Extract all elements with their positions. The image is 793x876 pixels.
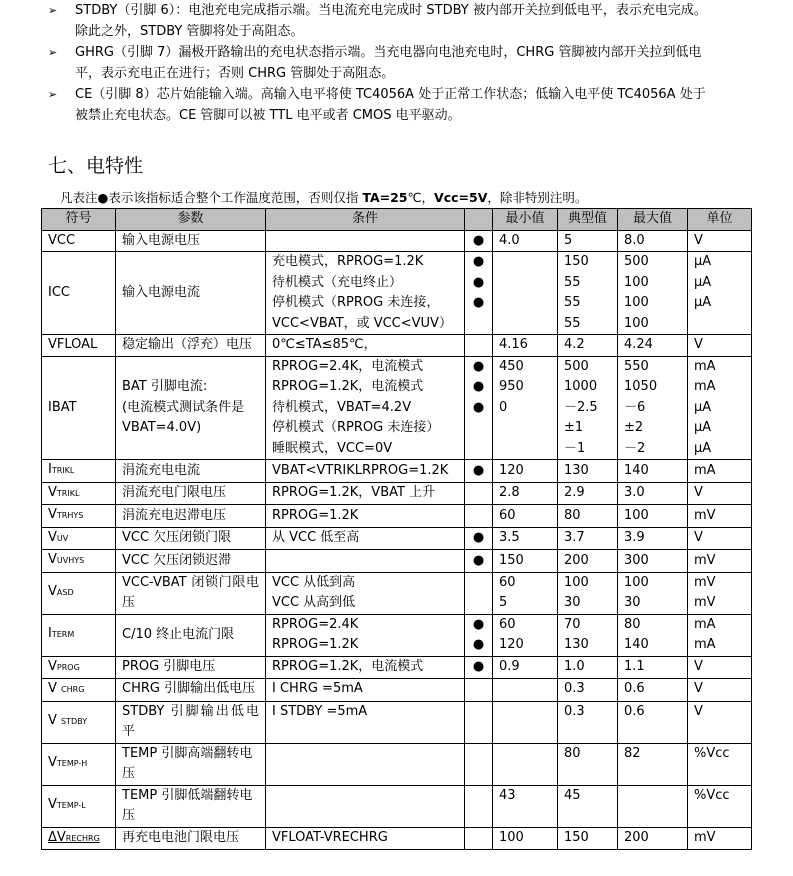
cell-unit: V — [688, 679, 752, 702]
cell-parameter: VCC-VBAT 闭锁门限电压 — [116, 572, 266, 614]
unit-line — [694, 314, 745, 335]
table-row — [42, 482, 752, 505]
cell-max: 200 — [618, 827, 688, 850]
cell-symbol — [42, 505, 116, 528]
unit-line: mA — [694, 379, 716, 394]
symbol-sub: CHRG — [61, 685, 85, 694]
cell-parameter — [116, 356, 266, 460]
table-row — [42, 460, 752, 483]
unit-line: mV — [694, 574, 716, 590]
bullet-stdby — [48, 0, 753, 42]
cell-dot — [465, 572, 493, 614]
min-line: 950 — [499, 379, 524, 394]
cell-max — [618, 614, 688, 656]
cell-unit: V — [688, 230, 752, 252]
table-row — [42, 656, 752, 679]
cell-dot — [465, 356, 493, 460]
unit-line: μA — [694, 420, 712, 435]
cell-min: 2.8 — [493, 482, 558, 505]
max-line: 500 — [624, 254, 649, 269]
header-condition: 条件 — [266, 209, 465, 231]
cell-min: 43 — [493, 785, 558, 827]
typ-line: 55 — [564, 274, 581, 290]
cell-symbol — [42, 460, 116, 483]
min-line: 60 — [499, 616, 516, 632]
cell-max: 1.1 — [618, 656, 688, 679]
max-line: 30 — [624, 595, 641, 610]
cell-min — [493, 743, 558, 785]
cell-parameter: TEMP 引脚低端翻转电压 — [116, 785, 266, 827]
cell-dot — [465, 505, 493, 528]
note-suffix: ，除非特别注明。 — [487, 190, 588, 205]
cell-symbol — [42, 679, 116, 702]
table-row — [42, 572, 752, 614]
cell-parameter: CHRG 引脚输出低电压 — [116, 679, 266, 702]
cell-min: 60 — [493, 505, 558, 528]
unit-line: μA — [694, 295, 712, 310]
cell-max: 0.6 — [618, 679, 688, 702]
pin-description-list — [48, 0, 753, 126]
symbol-sub: UVHYS — [56, 556, 85, 565]
cell-symbol — [42, 572, 116, 614]
dot-line: ● — [472, 274, 485, 290]
dot-line: ● — [472, 379, 485, 394]
table-row — [42, 701, 752, 743]
unit-line: mA — [694, 637, 716, 652]
symbol-sub: TRIKL — [51, 466, 75, 475]
cell-dot: ● — [465, 550, 493, 573]
header-typ: 典型值 — [558, 209, 618, 231]
cell-parameter: 稳定输出（浮充）电压 — [116, 335, 266, 357]
cell-parameter: 涓流充电迟滞电压 — [116, 505, 266, 528]
cell-min — [493, 572, 558, 614]
typ-line: －2.5 — [564, 399, 598, 415]
arrow-bullet-icon: ➢ — [48, 46, 58, 59]
symbol-sub: RECHRG — [65, 833, 100, 843]
cell-symbol: VCC — [42, 230, 116, 252]
cell-condition — [266, 785, 465, 827]
cell-min — [493, 679, 558, 702]
symbol-main: I — [48, 462, 52, 477]
table-row — [42, 505, 752, 528]
typ-line: 130 — [564, 637, 589, 652]
max-line: －6 — [624, 399, 646, 415]
bullet-text: CE（引脚 8）芯片始能输入端。高输入电平将使 TC4056A 处于正常工作状态；低输入电平使 TC4056A 处于 — [75, 87, 706, 102]
dot-line: ● — [472, 254, 485, 269]
cell-min: 0.9 — [493, 656, 558, 679]
bullet-ce — [48, 84, 753, 126]
cell-max — [618, 356, 688, 460]
table-row — [42, 335, 752, 357]
cell-condition: RPROG=1.2K，VBAT 上升 — [266, 482, 465, 505]
cell-max: 300 — [618, 550, 688, 573]
cell-dot — [465, 252, 493, 335]
cell-parameter: 涓流充电电流 — [116, 460, 266, 483]
max-line: 80 — [624, 616, 641, 632]
cell-unit: V — [688, 335, 752, 357]
typ-line: 55 — [564, 315, 581, 331]
cell-condition: I CHRG =5mA — [266, 679, 465, 702]
condition-line: RPROG=2.4K，电流模式 — [272, 358, 424, 374]
cell-parameter: TEMP 引脚高端翻转电压 — [116, 743, 266, 785]
cell-unit: mV — [688, 550, 752, 573]
table-row — [42, 827, 752, 850]
cell-condition: RPROG=1.2K — [266, 505, 465, 528]
min-line: 60 — [499, 574, 516, 590]
cell-symbol: VFLOAL — [42, 335, 116, 357]
table-header-row — [42, 209, 752, 231]
cell-unit — [688, 572, 752, 614]
bullet-text: STDBY（引脚 6）：电池充电完成指示端。当电流充电完成时 STDBY 被内部开关拉到低电平，表示充电完成。 — [75, 3, 707, 18]
cell-symbol — [42, 656, 116, 679]
cell-typ — [558, 572, 618, 614]
min-line — [499, 418, 551, 439]
dot-line — [465, 418, 492, 439]
symbol-main: V — [48, 797, 57, 813]
cell-min: 4.16 — [493, 335, 558, 357]
cell-parameter: 输入电源电压 — [116, 230, 266, 252]
symbol-main: V — [48, 529, 57, 545]
max-line: 550 — [624, 358, 649, 374]
cell-unit — [688, 614, 752, 656]
unit-line: mA — [694, 616, 716, 632]
cell-max: 0.6 — [618, 701, 688, 743]
cell-symbol: IBAT — [42, 356, 116, 460]
unit-line: μA — [694, 254, 712, 269]
dot-line: ● — [472, 616, 485, 632]
cell-max — [618, 785, 688, 827]
max-line: 100 — [624, 315, 649, 331]
symbol-main: V — [48, 755, 57, 771]
cell-max: 8.0 — [618, 230, 688, 252]
cell-condition: 0℃≤TA≤85℃， — [266, 335, 465, 357]
cell-max: 3.0 — [618, 482, 688, 505]
condition-line: RPROG=1.2K — [272, 637, 359, 652]
cell-condition — [266, 743, 465, 785]
cell-unit: mA — [688, 460, 752, 483]
symbol-main: V — [48, 507, 57, 522]
max-line: －2 — [624, 440, 646, 456]
condition-line: VCC<VBAT，或 VCC<VUV） — [272, 315, 452, 331]
table-row — [42, 614, 752, 656]
cell-typ: 5 — [558, 230, 618, 252]
cell-max: 82 — [618, 743, 688, 785]
max-line: 140 — [624, 637, 649, 652]
min-line: 120 — [499, 637, 524, 652]
unit-line: mV — [694, 595, 716, 610]
dot-line: ● — [472, 295, 485, 310]
typ-line: 100 — [564, 574, 589, 590]
cell-condition — [266, 356, 465, 460]
bullet-chrg — [48, 42, 753, 84]
cell-min — [493, 356, 558, 460]
table-note — [60, 190, 587, 206]
max-line: 100 — [624, 574, 649, 590]
cell-parameter: STDBY 引脚输出低电平 — [116, 701, 266, 743]
section-title: 七、电特性 — [48, 155, 144, 177]
cell-condition — [266, 550, 465, 573]
cell-parameter: C/10 终止电流门限 — [116, 614, 266, 656]
symbol-main: V — [48, 552, 57, 567]
cell-typ — [558, 356, 618, 460]
cell-dot — [465, 827, 493, 850]
cell-dot: ● — [465, 230, 493, 252]
cell-symbol — [42, 527, 116, 550]
header-min: 最小值 — [493, 209, 558, 231]
cell-symbol — [42, 743, 116, 785]
cell-dot: ● — [465, 656, 493, 679]
cell-parameter: 输入电源电流 — [116, 252, 266, 335]
cell-typ: 45 — [558, 785, 618, 827]
cell-parameter: VCC 欠压闭锁门限 — [116, 527, 266, 550]
cell-min: 150 — [493, 550, 558, 573]
cell-condition — [266, 230, 465, 252]
cell-condition: RPROG=1.2K，电流模式 — [266, 656, 465, 679]
cell-condition — [266, 572, 465, 614]
cell-typ: 0.3 — [558, 679, 618, 702]
symbol-main: V — [48, 484, 57, 500]
symbol-sub: ASD — [56, 588, 74, 598]
typ-line: 500 — [564, 358, 589, 374]
cell-min: 3.5 — [493, 527, 558, 550]
cell-min: 4.0 — [493, 230, 558, 252]
cell-dot — [465, 679, 493, 702]
condition-line: 停机模式（RPROG 未连接， — [272, 295, 440, 310]
max-line: 1050 — [624, 379, 658, 394]
cell-max: 3.9 — [618, 527, 688, 550]
header-max: 最大值 — [618, 209, 688, 231]
cell-typ: 1.0 — [558, 656, 618, 679]
cell-condition — [266, 252, 465, 335]
symbol-sub: TRHYS — [56, 511, 84, 520]
cell-condition: I STDBY =5mA — [266, 701, 465, 743]
condition-line: RPROG=2.4K — [272, 616, 359, 632]
symbol-sub: TRIKL — [56, 488, 80, 498]
symbol-main: V — [48, 584, 57, 600]
cell-symbol: ICC — [42, 252, 116, 335]
min-line — [499, 439, 551, 460]
condition-line: 待机模式（充电终止） — [272, 274, 403, 290]
cell-typ: 150 — [558, 827, 618, 850]
cell-unit: %Vcc — [688, 785, 752, 827]
cell-typ: 200 — [558, 550, 618, 573]
cell-condition — [266, 614, 465, 656]
symbol-sub: PROG — [56, 662, 80, 672]
cell-condition: 从 VCC 低至高 — [266, 527, 465, 550]
cell-min: 120 — [493, 460, 558, 483]
cell-unit — [688, 356, 752, 460]
condition-line: 充电模式，RPROG=1.2K — [272, 254, 424, 269]
typ-line: 1000 — [564, 379, 598, 394]
cell-unit: mV — [688, 505, 752, 528]
symbol-sub: UV — [56, 533, 69, 543]
cell-min: 100 — [493, 827, 558, 850]
cell-symbol — [42, 550, 116, 573]
condition-line: 停机模式（RPROG 未连接） — [272, 420, 440, 435]
arrow-bullet-icon: ➢ — [48, 88, 58, 101]
typ-line: 70 — [564, 616, 581, 632]
condition-line: RPROG=1.2K，电流模式 — [272, 379, 424, 394]
typ-line: －1 — [564, 440, 586, 456]
min-line: 5 — [499, 595, 508, 610]
cell-typ — [558, 252, 618, 335]
bullet-text-cont: 平，表示充电正在进行；否则 CHRG 管脚处于高阻态。 — [75, 66, 395, 81]
symbol-main: V — [48, 658, 57, 674]
cell-symbol — [42, 614, 116, 656]
symbol-sub: STDBY — [61, 717, 88, 727]
cell-symbol — [42, 785, 116, 827]
unit-line: μA — [694, 399, 712, 415]
typ-line: 55 — [564, 295, 581, 310]
min-line: 450 — [499, 358, 524, 374]
cell-dot — [465, 785, 493, 827]
table-row — [42, 785, 752, 827]
table-row — [42, 743, 752, 785]
cell-parameter: PROG 引脚电压 — [116, 656, 266, 679]
symbol-main: I — [48, 626, 52, 642]
cell-parameter: 再充电电池门限电压 — [116, 827, 266, 850]
cell-typ: 3.7 — [558, 527, 618, 550]
note-mid: ℃， — [407, 190, 435, 205]
dot-line: ● — [472, 637, 485, 652]
cell-max: 140 — [618, 460, 688, 483]
cell-max: 4.24 — [618, 335, 688, 357]
max-line: 100 — [624, 295, 649, 310]
header-parameter: 参数 — [116, 209, 266, 231]
header-symbol: 符号 — [42, 209, 116, 231]
condition-line: 睡眠模式，VCC=0V — [272, 440, 393, 456]
arrow-bullet-icon: ➢ — [48, 4, 58, 17]
cell-symbol — [42, 827, 116, 850]
cell-unit — [688, 252, 752, 335]
unit-line: μA — [694, 440, 712, 456]
cell-min — [493, 614, 558, 656]
cell-dot — [465, 614, 493, 656]
cell-min — [493, 701, 558, 743]
condition-line: 待机模式，VBAT=4.2V — [272, 399, 412, 415]
cell-typ: 2.9 — [558, 482, 618, 505]
table-row — [42, 679, 752, 702]
unit-line: μA — [694, 274, 712, 290]
cell-typ: 130 — [558, 460, 618, 483]
cell-parameter: VCC 欠压闭锁迟滞 — [116, 550, 266, 573]
max-line: 100 — [624, 274, 649, 290]
unit-line: mA — [694, 358, 716, 374]
cell-dot — [465, 701, 493, 743]
cell-symbol — [42, 701, 116, 743]
cell-typ: 80 — [558, 743, 618, 785]
symbol-main: V — [48, 713, 62, 729]
symbol-main: V — [48, 681, 62, 696]
table-row — [42, 230, 752, 252]
dot-line: ● — [472, 358, 485, 374]
cell-unit: V — [688, 656, 752, 679]
note-temp: TA=25 — [362, 190, 408, 205]
cell-unit: V — [688, 701, 752, 743]
header-dot — [465, 209, 493, 231]
param-line: (电流模式测试条件是 — [122, 399, 245, 415]
dot-line: ● — [472, 399, 485, 415]
note-prefix: 凡表注●表示该指标适合整个工作温度范围，否则仅指 — [60, 190, 363, 205]
symbol-main: ΔV — [48, 829, 66, 845]
cell-typ: 0.3 — [558, 701, 618, 743]
dot-line — [465, 314, 492, 335]
cell-dot — [465, 335, 493, 357]
typ-line: 30 — [564, 595, 581, 610]
symbol-sub: TERM — [51, 630, 75, 640]
cell-min — [493, 252, 558, 335]
symbol-sub: TEMP-L — [56, 801, 86, 811]
cell-parameter: 涓流充电门限电压 — [116, 482, 266, 505]
cell-typ: 80 — [558, 505, 618, 528]
electrical-characteristics-table — [41, 208, 752, 850]
cell-condition: VFLOAT-VRECHRG — [266, 827, 465, 850]
table-row — [42, 550, 752, 573]
min-line: 0 — [499, 399, 508, 415]
cell-unit: %Vcc — [688, 743, 752, 785]
bullet-text: GHRG（引脚 7）漏极开路输出的充电状态指示端。当充电器向电池充电时，CHRG 管脚被内部开关拉到低电 — [75, 45, 702, 60]
cell-max — [618, 572, 688, 614]
cell-dot: ● — [465, 460, 493, 483]
header-unit: 单位 — [688, 209, 752, 231]
note-vcc: Vcc=5V — [434, 190, 488, 205]
cell-dot: ● — [465, 527, 493, 550]
cell-max — [618, 252, 688, 335]
table-row — [42, 356, 752, 460]
cell-typ — [558, 614, 618, 656]
cell-unit: V — [688, 527, 752, 550]
typ-line: ±1 — [564, 420, 584, 435]
cell-dot — [465, 743, 493, 785]
bullet-text-cont: 被禁止充电状态。CE 管脚可以被 TTL 电平或者 CMOS 电平驱动。 — [75, 108, 461, 123]
symbol-sub: TEMP-H — [56, 759, 88, 769]
cell-unit: V — [688, 482, 752, 505]
max-line: ±2 — [624, 420, 644, 435]
cell-typ: 4.2 — [558, 335, 618, 357]
cell-condition: VBAT<VTRIKLRPROG=1.2K — [266, 460, 465, 483]
typ-line: 150 — [564, 254, 589, 269]
table-row — [42, 252, 752, 335]
param-line: BAT 引脚电流: — [122, 379, 208, 394]
cell-symbol — [42, 482, 116, 505]
dot-line — [465, 439, 492, 460]
condition-line: VCC 从低到高 — [272, 574, 356, 590]
bullet-text-cont: 除此之外，STDBY 管脚将处于高阻态。 — [75, 24, 304, 39]
table-row — [42, 527, 752, 550]
param-line: VBAT=4.0V) — [122, 420, 202, 435]
cell-max: 100 — [618, 505, 688, 528]
condition-line: VCC 从高到低 — [272, 595, 356, 610]
cell-dot — [465, 482, 493, 505]
cell-unit: mV — [688, 827, 752, 850]
